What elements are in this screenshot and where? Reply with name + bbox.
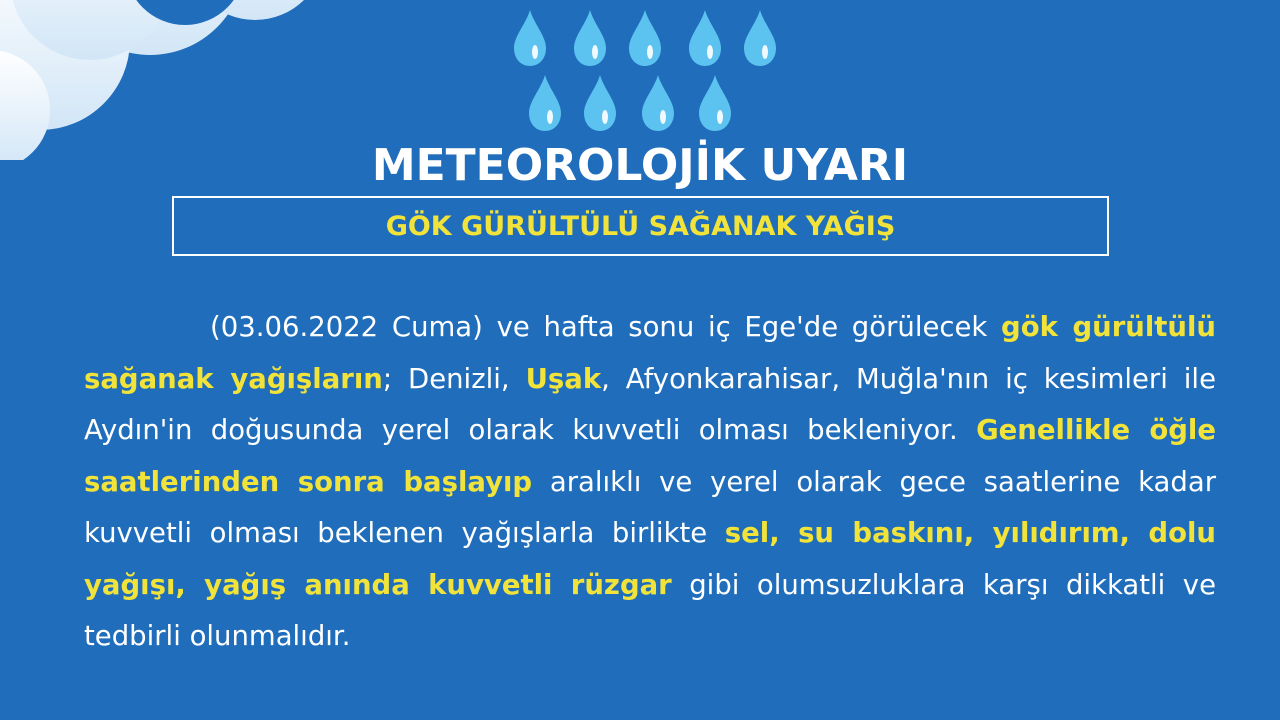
body-text-segment: (03.06.2022 Cuma) ve hafta sonu iç Ege'de görülecek bbox=[210, 311, 1002, 343]
rain-drop-icon bbox=[584, 75, 616, 131]
rain-drop-group bbox=[0, 0, 1280, 150]
rain-drop-icon bbox=[529, 75, 561, 131]
rain-drop-icon bbox=[689, 10, 721, 66]
highlighted-text: gök gürültülü sağanak yağışların bbox=[84, 311, 1216, 395]
rain-drop-icon bbox=[744, 10, 776, 66]
highlighted-text: Genellikle öğle saatlerinden sonra başlayıp bbox=[84, 414, 1217, 498]
page-subtitle: GÖK GÜRÜLTÜLÜ SAĞANAK YAĞIŞ bbox=[385, 210, 896, 242]
body-text-segment: aralıklı ve yerel olarak gece saatlerine kadar kuvvetli olması beklenen yağışlarla birlikte bbox=[84, 465, 1216, 549]
rain-drop-icon bbox=[642, 75, 674, 131]
highlighted-text: Uşak bbox=[525, 362, 602, 395]
warning-text bbox=[84, 302, 1216, 663]
rain-drop-icon bbox=[514, 10, 546, 66]
rain-drop-icon bbox=[629, 10, 661, 66]
body-text-segment: , Afyonkarahisar, Muğla'nın iç kesimleri ile Aydın'in doğusunda yerel olarak kuvvetli olması bekleniyor. bbox=[84, 362, 1216, 446]
rain-drop-icon bbox=[699, 75, 731, 131]
highlighted-text: sel, su baskını, yılıdırım, dolu yağışı, yağış anında kuvvetli rüzgar bbox=[84, 517, 1216, 601]
body-text-segment: ; Denizli, bbox=[382, 362, 526, 395]
subtitle-box bbox=[172, 196, 1109, 256]
body-text-segment: gibi olumsuzluklara karşı dikkatli ve tedbirli olunmalıdır. bbox=[84, 568, 1216, 652]
rain-drop-icon bbox=[574, 10, 606, 66]
page-title: METEOROLOJİK UYARI bbox=[371, 140, 909, 191]
